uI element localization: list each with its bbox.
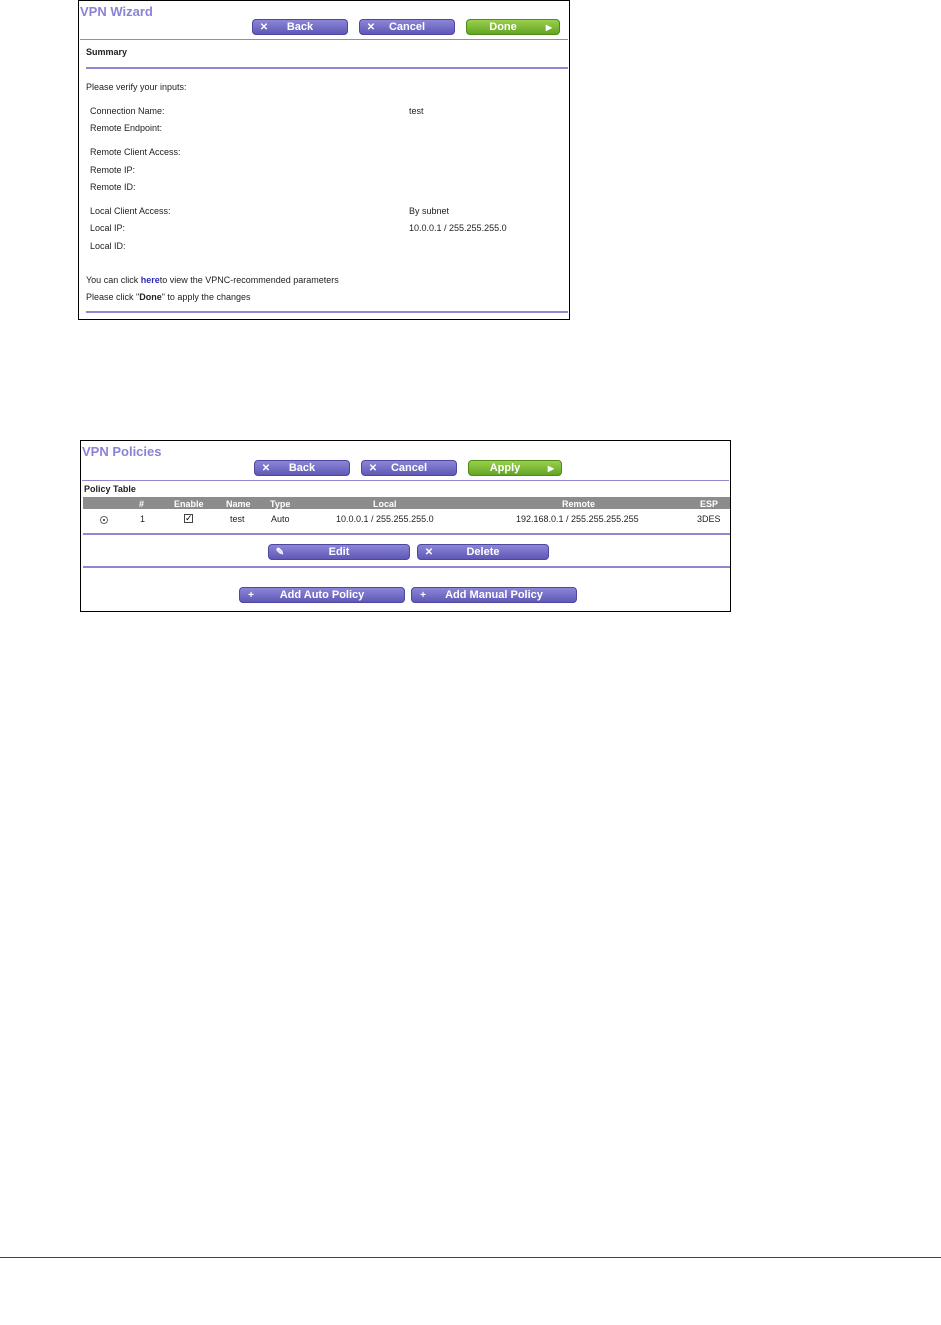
policy-esp: 3DES — [697, 514, 721, 524]
apply-hint — [86, 292, 250, 302]
column-header-type: Type — [270, 499, 291, 509]
apply-done-word: Done — [139, 292, 162, 302]
policy-remote: 192.168.0.1 / 255.255.255.255 — [516, 514, 639, 524]
policy-local: 10.0.0.1 / 255.255.255.0 — [336, 514, 434, 524]
wizard-back-button[interactable] — [252, 19, 348, 35]
done-label: Done — [489, 21, 517, 33]
add-manual-policy-button[interactable] — [411, 587, 577, 603]
policy-num: 1 — [140, 514, 146, 524]
vpn-wizard-panel — [78, 0, 570, 320]
cancel-label: Cancel — [388, 21, 426, 33]
local-client-access-label: Local Client Access: — [90, 206, 171, 216]
edit-button[interactable] — [268, 544, 410, 560]
policies-apply-button[interactable] — [468, 460, 562, 476]
delete-button[interactable] — [417, 544, 549, 560]
policy-name: test — [230, 514, 245, 524]
column-header-esp: ESP — [700, 499, 719, 509]
local-id-label: Local ID: — [90, 241, 126, 251]
divider — [86, 311, 568, 313]
policies-title: VPN Policies — [82, 444, 162, 459]
play-arrow-icon: ▶ — [545, 22, 553, 32]
wizard-done-button[interactable] — [466, 19, 560, 35]
close-icon: ✕ — [259, 21, 269, 33]
connection-name-label: Connection Name: — [90, 106, 165, 116]
divider — [83, 533, 730, 535]
remote-endpoint-label: Remote Endpoint: — [90, 123, 163, 133]
local-ip-label: Local IP: — [90, 223, 126, 233]
column-header-remote: Remote — [562, 499, 596, 509]
footer-divider — [0, 1257, 941, 1258]
edit-label: Edit — [328, 546, 350, 558]
apply-prefix: Please click " — [86, 292, 140, 302]
policy-table-title: Policy Table — [84, 484, 136, 494]
policies-back-button[interactable] — [254, 460, 350, 476]
plus-icon: + — [420, 589, 426, 601]
add-auto-policy-button[interactable] — [239, 587, 405, 603]
section-title: Summary — [86, 47, 128, 57]
apply-label: Apply — [489, 462, 521, 474]
remote-id-label: Remote ID: — [90, 182, 136, 192]
add-auto-policy-label: Add Auto Policy — [279, 589, 365, 601]
divider — [83, 566, 730, 568]
divider — [82, 480, 729, 481]
back-label: Back — [288, 462, 316, 474]
connection-name-value: test — [409, 106, 424, 116]
wizard-title: VPN Wizard — [80, 4, 153, 19]
play-arrow-icon: ▶ — [547, 463, 555, 473]
cancel-label: Cancel — [390, 462, 428, 474]
close-icon: ✕ — [368, 462, 378, 474]
policy-enable-checkbox[interactable]: ✓ — [185, 513, 193, 523]
close-icon: ✕ — [424, 546, 434, 558]
add-manual-policy-label: Add Manual Policy — [445, 589, 543, 601]
column-header-num: # — [139, 499, 145, 509]
column-header-name: Name — [226, 499, 251, 509]
policy-type: Auto — [271, 514, 290, 524]
delete-label: Delete — [466, 546, 500, 558]
policy-select-radio[interactable] — [100, 516, 108, 524]
plus-icon: + — [248, 589, 254, 601]
column-header-local: Local — [373, 499, 397, 509]
divider — [80, 39, 568, 40]
wizard-cancel-button[interactable] — [359, 19, 455, 35]
column-header-enable: Enable — [174, 499, 204, 509]
local-ip-value: 10.0.0.1 / 255.255.255.0 — [409, 223, 507, 233]
close-icon: ✕ — [366, 21, 376, 33]
pencil-icon: ✎ — [275, 546, 285, 558]
hint-suffix: to view the VPNC-recommended parameters — [159, 275, 339, 285]
vpnc-hint — [86, 275, 339, 285]
apply-suffix: " to apply the changes — [161, 292, 251, 302]
verify-text: Please verify your inputs: — [86, 82, 187, 92]
remote-ip-label: Remote IP: — [90, 165, 136, 175]
policies-cancel-button[interactable] — [361, 460, 457, 476]
divider — [86, 67, 568, 69]
local-client-access-value: By subnet — [409, 206, 450, 216]
remote-client-access-label: Remote Client Access: — [90, 147, 181, 157]
here-link[interactable]: here — [140, 275, 160, 285]
back-label: Back — [286, 21, 314, 33]
hint-prefix: You can click — [86, 275, 141, 285]
close-icon: ✕ — [261, 462, 271, 474]
